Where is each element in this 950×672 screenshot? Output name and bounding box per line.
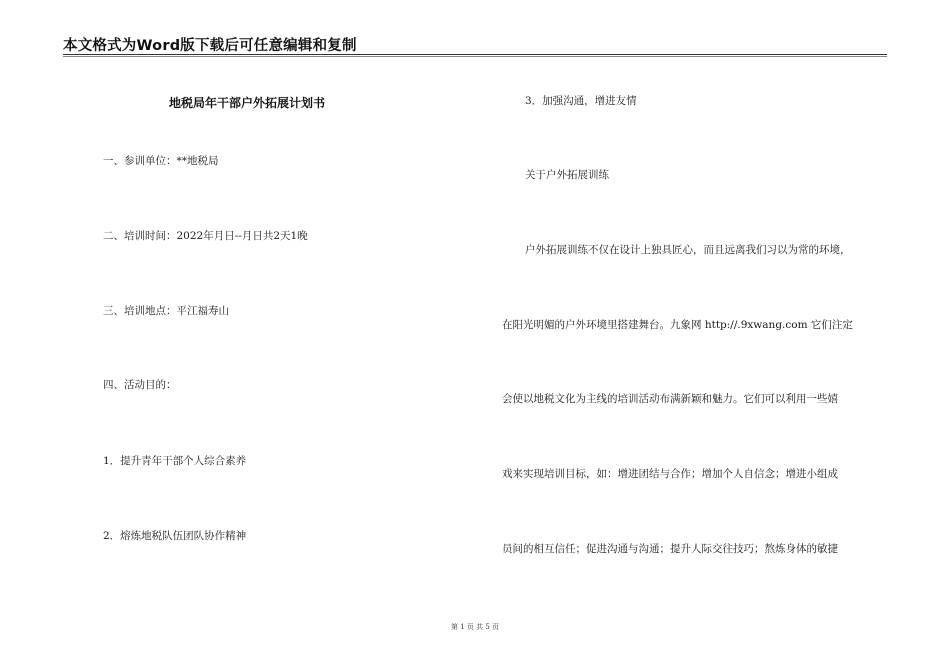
left-line-location: 三、培训地点：平江福寿山 (103, 305, 229, 317)
document-title: 地税局年干部户外拓展计划书 (169, 96, 326, 110)
left-line-participants: 一、参训单位：**地税局 (103, 155, 219, 167)
right-line-section-heading: 关于户外拓展训练 (525, 169, 609, 181)
left-line-purpose-heading: 四、活动目的： (103, 379, 177, 391)
right-paragraph-line-1: 户外拓展训练不仅在设计上独具匠心，而且远离我们习以为常的环境， (525, 244, 851, 256)
header-divider-thin (63, 56, 887, 57)
left-line-purpose-2: 2．熔炼地税队伍团队协作精神 (103, 530, 247, 542)
page-number: 第 1 页 共 5 页 (450, 623, 500, 631)
right-paragraph-line-3: 会使以地税文化为主线的培训活动布满新颖和魅力。它们可以利用一些嬉 (502, 393, 838, 405)
right-paragraph-line-5: 员间的相互信任；促进沟通与沟通；提升人际交往技巧；熬炼身体的敏捷 (502, 543, 838, 555)
left-line-time: 二、培训时间：2022年月日--月日共2天1晚 (103, 230, 308, 242)
document-header-title: 本文格式为Word版下载后可任意编辑和复制 (63, 38, 357, 54)
right-line-purpose-3: 3．加强沟通，增进友情 (525, 95, 637, 107)
right-paragraph-line-4: 戏来实现培训目标，如：增进团结与合作；增加个人自信念；增进小组成 (502, 468, 838, 480)
right-paragraph-line-2: 在阳光明媚的户外环境里搭建舞台。九象网 http://.9xwang.com 它们注定 (502, 319, 853, 331)
header-divider (63, 54, 887, 55)
left-line-purpose-1: 1．提升青年干部个人综合素养 (103, 455, 247, 467)
